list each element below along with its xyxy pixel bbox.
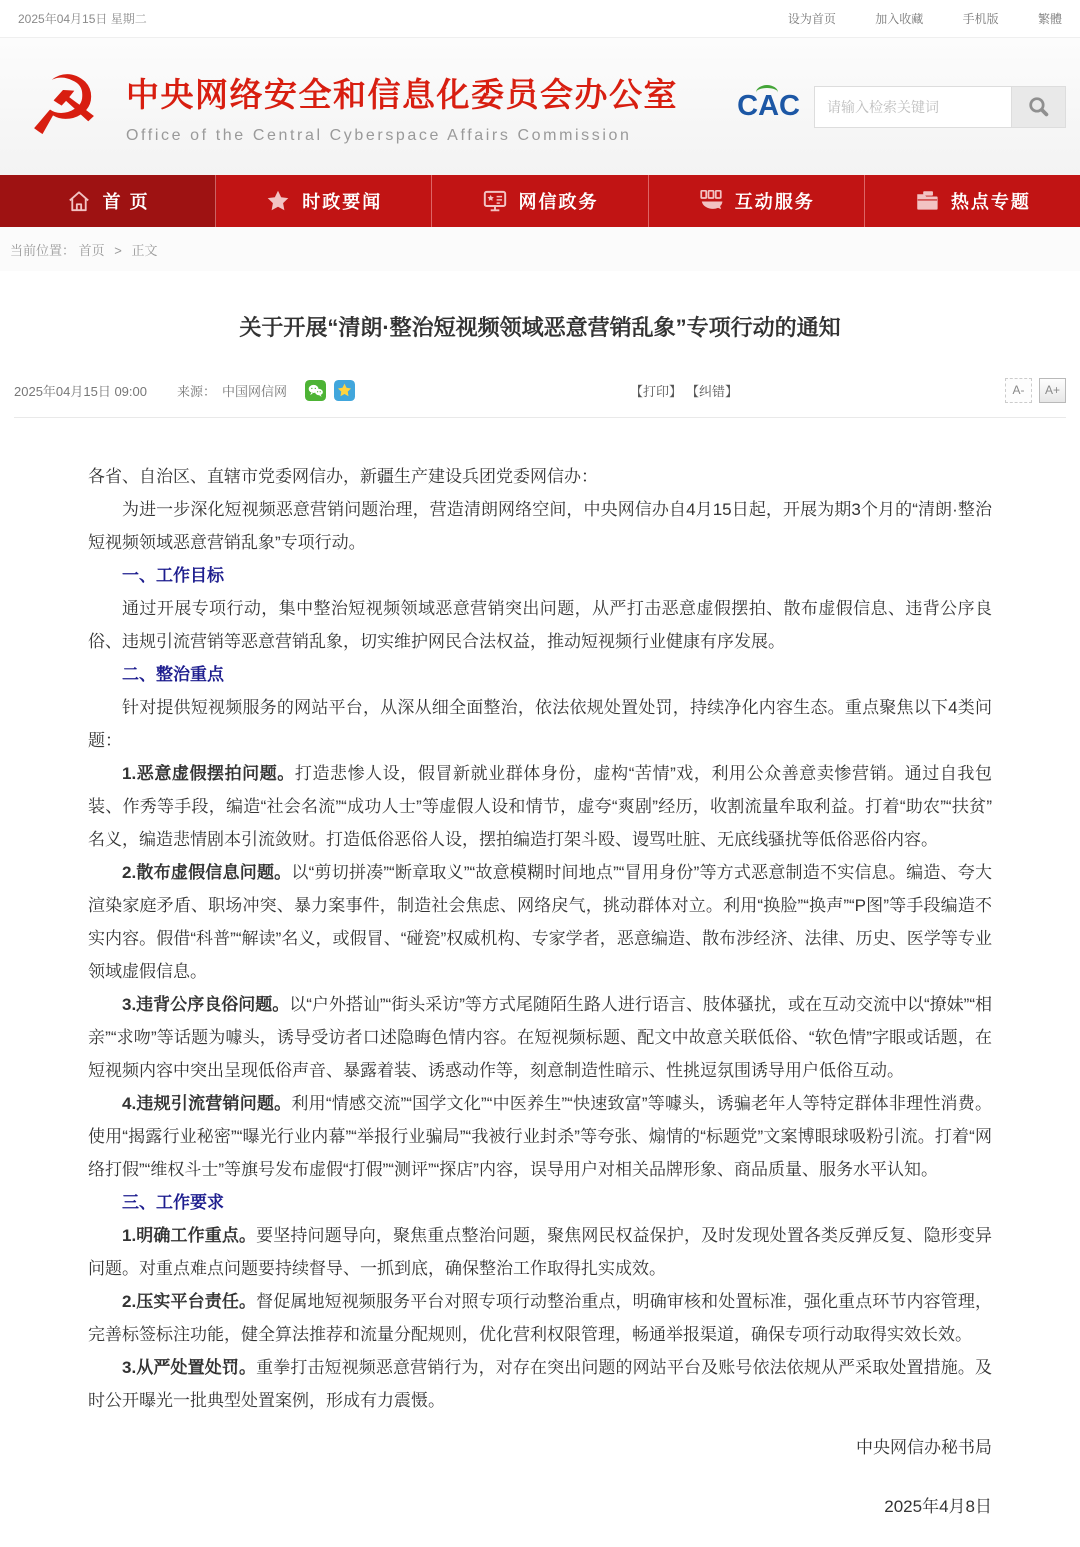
- cac-logo: CAC: [737, 90, 800, 122]
- wechat-share-icon[interactable]: [305, 380, 326, 401]
- article-meta: [14, 370, 1066, 418]
- print-button[interactable]: 【打印】: [630, 384, 683, 399]
- meta-actions: [630, 381, 738, 400]
- article-paragraph: 中央网信办秘书局: [856, 1438, 992, 1457]
- mobile-version-link[interactable]: 手机版: [962, 12, 999, 26]
- font-larger-button[interactable]: A+: [1039, 378, 1066, 403]
- search-icon: [1026, 94, 1051, 119]
- article-paragraph: 各省、自治区、直辖市党委网信办，新疆生产建设兵团党委网信办：: [88, 467, 598, 486]
- traditional-chinese-link[interactable]: 繁體: [1037, 12, 1062, 26]
- article-paragraph: 3.从严处置处罚。重拳打击短视频恶意营销行为，对存在突出问题的网站平台及账号依法依规从严采取处置措施。及时公开曝光一批典型处置案例，形成有力震慑。: [88, 1358, 992, 1410]
- party-emblem-icon: ☭: [27, 60, 101, 152]
- article-paragraph: 2.散布虚假信息问题。以“剪切拼凑”“断章取义”“故意模糊时间地点”“冒用身份”等方式恶意制造不实信息。编造、夸大渲染家庭矛盾、职场冲突、暴力案事件，制造社会焦虑、网络戾气，挑动群体对立。利用“换脸”“换声”“P图”等手段编造不实内容。假借“科普”“解读”名义，或假冒、“碰瓷”权威机构、专家学者，恶意编造、散布涉经济、法律、历史、医学等专业领域虚假信息。: [88, 863, 992, 981]
- site-title-english: Office of the Central Cyberspace Affairs Commission: [126, 126, 632, 144]
- site-title: 中央网络安全和信息化委员会办公室: [126, 75, 678, 113]
- nav-item-cyber-affairs[interactable]: [432, 175, 648, 227]
- source-label: 来源：: [176, 384, 216, 399]
- section-heading: 一、工作目标: [122, 566, 224, 585]
- font-smaller-button[interactable]: A-: [1005, 378, 1032, 403]
- nav-item-label: 网信政务: [518, 192, 599, 212]
- correction-button[interactable]: 【纠错】: [686, 384, 739, 399]
- set-homepage-link[interactable]: 设为首页: [787, 12, 836, 26]
- breadcrumb-home-link[interactable]: 首页: [78, 243, 105, 258]
- current-date: 2025年04月15日 星期二: [18, 12, 147, 26]
- nav-item-label: 时政要闻: [302, 192, 383, 212]
- article-paragraph: 1.明确工作重点。要坚持问题导向，聚焦重点整治问题，聚焦网民权益保护，及时发现处置各类反弹反复、隐形变异问题。对重点难点问题要持续督导、一抓到底，确保整治工作取得扎实成效。: [88, 1226, 992, 1278]
- breadcrumb-current: 正文: [131, 243, 158, 258]
- search-input[interactable]: [814, 86, 1012, 128]
- topbar: [0, 0, 1080, 38]
- nav-item-label: 首 页: [102, 192, 150, 212]
- search-button[interactable]: [1012, 86, 1066, 128]
- nav-item-politics-news[interactable]: [216, 175, 432, 227]
- home-icon: [66, 188, 92, 214]
- article-paragraph: 2025年4月8日: [884, 1497, 992, 1516]
- article-paragraph: 2.压实平台责任。督促属地短视频服务平台对照专项行动整治重点，明确审核和处置标准，强化重点环节内容管理，完善标签标注功能，健全算法推荐和流量分配规则，优化营利权限管理，畅通举报渠道，确保专项行动取得实效长效。: [88, 1292, 992, 1344]
- page-title: 关于开展“清朗·整治短视频领域恶意营销乱象”专项行动的通知: [239, 315, 841, 340]
- section-heading: 三、工作要求: [122, 1193, 224, 1212]
- font-size-controls: [998, 378, 1066, 403]
- article-paragraph: 针对提供短视频服务的网站平台，从深从细全面整治，依法依规处置处罚，持续净化内容生态。重点聚焦以下4类问题：: [88, 698, 992, 750]
- breadcrumb-separator: >: [114, 243, 122, 258]
- qzone-share-icon[interactable]: [334, 380, 355, 401]
- article-paragraph: 1.恶意虚假摆拍问题。打造悲惨人设，假冒新就业群体身份，虚构“苦情”戏，利用公众善意卖惨营销。通过自我包装、作秀等手段，编造“社会名流”“成功人士”等虚假人设和情节，虚夸“爽剧”经历，收割流量牟取利益。打着“助农”“扶贫”名义，编造悲情剧本引流敛财。打造低俗恶俗人设，摆拍编造打架斗殴、谩骂吐脏、无底线骚扰等低俗恶俗内容。: [88, 764, 992, 849]
- article: [0, 311, 1080, 1547]
- breadcrumb-label: 当前位置：: [10, 243, 76, 258]
- folder-icon: [914, 188, 940, 214]
- article-paragraph: 3.违背公序良俗问题。以“户外搭讪”“街头采访”等方式尾随陌生路人进行语言、肢体骚扰，或在互动交流中以“撩妹”“相亲”“求吻”等话题为噱头，诱导受访者口述隐晦色情内容。在短视频标题、配文中故意关联低俗、“软色情”字眼或话题，在短视频内容中突出呈现低俗声音、暴露着装、诱惑动作等，刻意制造性暗示、性挑逗氛围诱导用户低俗互动。: [88, 995, 992, 1080]
- add-favorite-link[interactable]: 加入收藏: [875, 12, 924, 26]
- search-area: [737, 86, 1066, 128]
- masthead: [0, 38, 1080, 175]
- article-paragraph: 为进一步深化短视频恶意营销问题治理，营造清朗网络空间，中央网信办自4月15日起，开展为期3个月的“清朗·整治短视频领域恶意营销乱象”专项行动。: [88, 500, 992, 552]
- star-icon: [265, 188, 291, 214]
- monitor-icon: [482, 188, 508, 214]
- main-nav: [0, 175, 1080, 227]
- nav-item-label: 热点专题: [950, 192, 1031, 212]
- article-body: [0, 418, 1080, 1547]
- section-heading: 二、整治重点: [122, 665, 224, 684]
- article-paragraph: 4.违规引流营销问题。利用“情感交流”“国学文化”“中医养生”“快速致富”等噱头，诱骗老年人等特定群体非理性消费。使用“揭露行业秘密”“曝光行业内幕”“举报行业骗局”“我被行业封杀”等夸张、煽情的“标题党”文案博眼球吸粉引流。打着“网络打假”“维权斗士”等旗号发布虚假“打假”“测评”“探店”内容，误导用户对相关品牌形象、商品质量、服务水平认知。: [88, 1094, 992, 1179]
- nav-item-interactive-services[interactable]: [649, 175, 865, 227]
- source-link[interactable]: 中国网信网: [222, 384, 288, 399]
- article-paragraph: 通过开展专项行动，集中整治短视频领域恶意营销突出问题，从严打击恶意虚假摆拍、散布虚假信息、违背公序良俗、违规引流营销等恶意营销乱象，切实维护网民合法权益，推动短视频行业健康有序发展。: [88, 599, 992, 651]
- nav-item-home[interactable]: [0, 175, 216, 227]
- site-brand[interactable]: [18, 62, 678, 152]
- nav-item-hot-topics[interactable]: [865, 175, 1080, 227]
- topbar-links: [752, 10, 1062, 27]
- breadcrumb: [0, 227, 1080, 271]
- nav-item-label: 互动服务: [734, 192, 815, 212]
- publish-date: 2025年04月15日 09:00: [14, 384, 147, 399]
- chat-icon: [698, 188, 724, 214]
